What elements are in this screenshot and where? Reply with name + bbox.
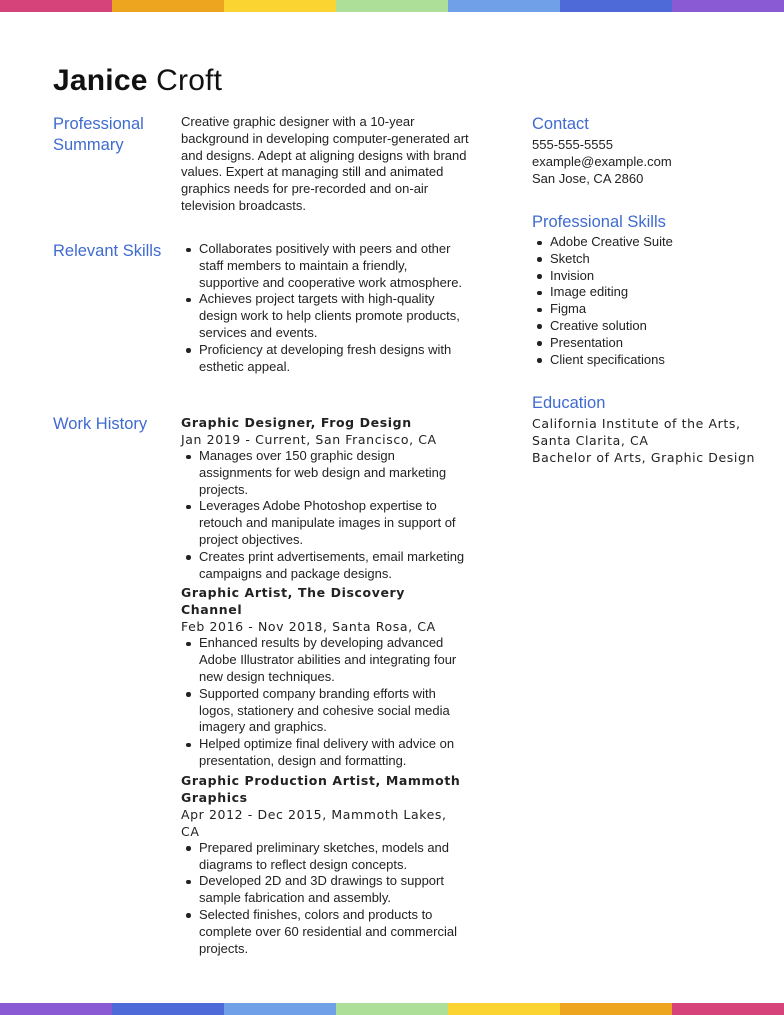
list-item: Leverages Adobe Photoshop expertise to retouch and manipulate images in support of project objectives. [181, 498, 469, 548]
list-item: Sketch [532, 251, 762, 268]
job-title: Graphic Production Artist, Mammoth Graphics [181, 772, 461, 805]
list-item: Adobe Creative Suite [532, 234, 762, 251]
stripe-segment [224, 1003, 336, 1015]
stripe-segment [560, 1003, 672, 1015]
list-item: Collaborates positively with peers and other staff members to maintain a friendly, supportive and cooperative work atmosphere. [181, 241, 469, 291]
relevant-skills-heading: Relevant Skills [53, 242, 162, 260]
list-item: Helped optimize final delivery with advice on presentation, design and formatting. [181, 736, 469, 770]
stripe-segment [224, 0, 336, 12]
list-item: Prepared preliminary sketches, models and diagrams to reflect design concepts. [181, 840, 469, 874]
relevant-skills-list [181, 241, 469, 375]
education-section [532, 393, 762, 466]
job-bullet-list [181, 635, 469, 769]
list-item: Manages over 150 graphic design assignments for web design and marketing projects. [181, 448, 469, 498]
list-item: Proficiency at developing fresh designs with esthetic appeal. [181, 342, 469, 376]
last-name: Croft [156, 64, 223, 97]
stripe-segment [672, 1003, 784, 1015]
stripe-segment [336, 0, 448, 12]
contact-phone: 555-555-5555 [532, 137, 613, 152]
job-bullet-list [181, 840, 469, 958]
stripe-segment [336, 1003, 448, 1015]
job-bullet-list [181, 448, 469, 582]
stripe-segment [112, 0, 224, 12]
job-dates-location: Jan 2019 - Current, San Francisco, CA [181, 432, 437, 447]
job-entry [181, 414, 469, 582]
education-degree: Bachelor of Arts, Graphic Design [532, 450, 756, 465]
stripe-segment [560, 0, 672, 12]
list-item: Presentation [532, 335, 762, 352]
top-color-stripe [0, 0, 784, 12]
professional-summary-heading: Professional Summary [53, 115, 144, 154]
job-dates-location: Feb 2016 - Nov 2018, Santa Rosa, CA [181, 619, 436, 635]
contact-heading: Contact [532, 115, 589, 133]
list-item: Creative solution [532, 318, 762, 335]
relevant-skills-section [53, 241, 473, 414]
list-item: Developed 2D and 3D drawings to support sample fabrication and assembly. [181, 873, 469, 907]
list-item: Achieves project targets with high-quality design work to help clients promote products, services and events. [181, 291, 469, 341]
stripe-segment [672, 0, 784, 12]
professional-skills-section [532, 212, 762, 393]
professional-skills-list [532, 234, 762, 368]
professional-summary-section [53, 114, 473, 241]
job-entry [181, 584, 469, 769]
candidate-name [53, 62, 222, 100]
education-school: California Institute of the Arts, Santa Clarita, CA [532, 416, 741, 448]
list-item: Invision [532, 268, 762, 285]
job-entry [181, 772, 469, 958]
list-item: Selected finishes, colors and products to complete over 60 residential and commercial projects. [181, 907, 469, 957]
stripe-segment [448, 0, 560, 12]
list-item: Supported company branding efforts with logos, stationery and cohesive social media imagery and graphics. [181, 686, 469, 736]
first-name: Janice [53, 64, 148, 97]
list-item: Client specifications [532, 352, 762, 369]
work-history-section [53, 414, 473, 959]
job-title: Graphic Designer, Frog Design [181, 415, 412, 430]
stripe-segment [112, 1003, 224, 1015]
job-title: Graphic Artist, The Discovery Channel [181, 585, 406, 618]
bottom-color-stripe [0, 1003, 784, 1015]
list-item: Figma [532, 301, 762, 318]
contact-email: example@example.com [532, 153, 672, 169]
professional-skills-heading: Professional Skills [532, 213, 666, 231]
job-dates-location: Apr 2012 - Dec 2015, Mammoth Lakes, CA [181, 806, 447, 839]
contact-location: San Jose, CA 2860 [532, 170, 644, 186]
education-heading: Education [532, 394, 606, 412]
stripe-segment [0, 1003, 112, 1015]
side-column [532, 114, 762, 466]
summary-text: Creative graphic designer with a 10-year background in developing computer-generated art and designs. Adept at aligning designs with brand values. Expert at managing still and animated graphics needs for pre-recorded and on-air television broadcasts. [181, 114, 469, 213]
stripe-segment [0, 0, 112, 12]
list-item: Creates print advertisements, email marketing campaigns and package designs. [181, 549, 469, 583]
list-item: Image editing [532, 284, 762, 301]
main-column [53, 114, 473, 959]
work-history-heading: Work History [53, 415, 148, 433]
contact-section [532, 114, 762, 212]
stripe-segment [448, 1003, 560, 1015]
list-item: Enhanced results by developing advanced Adobe Illustrator abilities and integrating four new design techniques. [181, 635, 469, 685]
